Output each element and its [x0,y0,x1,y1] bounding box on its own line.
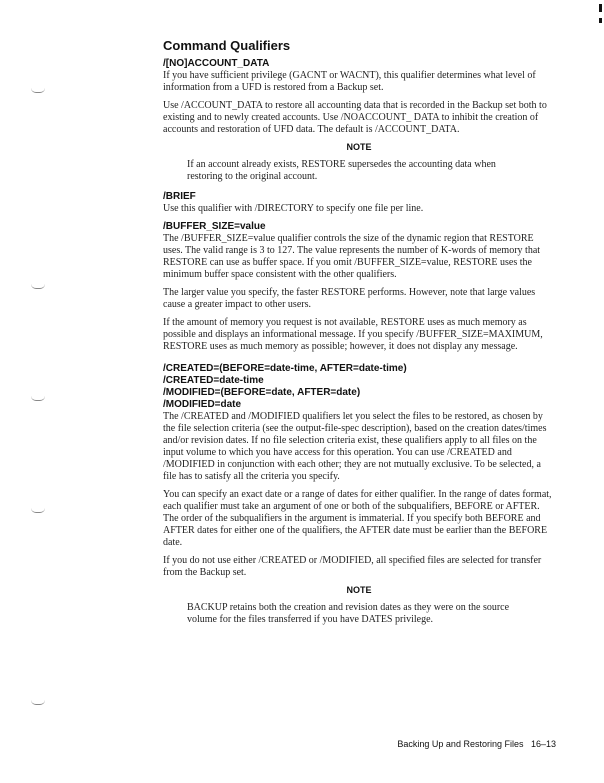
paragraph: If you have sufficient privilege (GACNT or WACNT), this qualifier determines what level of information from a UFD is restored from a Backup set. [163,70,536,93]
binder-hole-mark [31,396,45,401]
binder-hole-mark [31,88,45,93]
paragraph: Use this qualifier with /DIRECTORY to specify one file per line. [163,203,424,214]
paragraph: If you do not use either /CREATED or /MODIFIED, all specified files are selected for transfer from the Backup set. [163,555,542,578]
page-content [163,38,555,634]
qualifier-heading: /CREATED=date-time [163,375,264,386]
page-footer: Backing Up and Restoring Files 16–13 [397,739,556,749]
qualifier-heading: /CREATED=(BEFORE=date-time, AFTER=date-time) [163,363,407,374]
note-body: BACKUP retains both the creation and revision dates as they were on the source volume for the files transferred if you have DATES privilege. [187,602,510,625]
note-title: NOTE [346,142,372,152]
section-title: Command Qualifiers [163,38,291,53]
paragraph: The larger value you specify, the faster RESTORE performs. However, note that large values cause a greater impact to other users. [163,287,536,310]
paragraph: You can specify an exact date or a range of dates for either qualifier. In the range of dates format, each qualifier must take an argument of one or both of the subqualifiers, BEFORE or AFTER. The order of the subqualifiers in the argument is immaterial. If you specify both BEFORE and AFTER dates for either one of the qualifiers, the AFTER date must be earlier than the BEFORE date. [163,489,552,548]
qualifier-heading: /MODIFIED=date [163,399,242,410]
binder-hole-mark [31,284,45,289]
binder-hole-mark [31,700,45,705]
binder-hole-mark [31,508,45,513]
paragraph: Use /ACCOUNT_DATA to restore all accounting data that is recorded in the Backup set both to existing and to newly created accounts. Use /NOACCOUNT_ DATA to inhibit the creation of accounts and restoration of UFD data. The default is /ACCOUNT_DATA. [163,100,547,135]
note-title: NOTE [346,585,372,595]
edge-tab-mark [599,18,602,23]
qualifier-buffer-size [163,221,555,353]
paragraph: The /BUFFER_SIZE=value qualifier controls the size of the dynamic region that RESTORE uses. The valid range is 3 to 127. The value represents the number of K-words of memory that RESTORE can use as buffer space. If you omit /BUFFER_SIZE=value, RESTORE uses the minimum buffer space consistent with the other qualifiers. [163,233,541,280]
note-body: If an account already exists, RESTORE supersedes the accounting data when restoring to the original account. [187,159,496,182]
qualifier-created-modified [163,363,555,626]
qualifier-account-data [163,58,555,183]
edge-tab-mark [599,4,602,12]
paragraph: The /CREATED and /MODIFIED qualifiers let you select the files to be restored, as chosen by the file selection criteria (see the output-file-spec description), based on the creation dates/times and/or revision dates. If no file selection criteria exist, these qualifiers apply to all files on the input volume to which you have access for this operation. You can use /CREATED and /MODIFIED in conjunction with each other; they are not mutually exclusive. To be selected, a file has to satisfy all the criteria you specify. [163,411,547,482]
qualifier-heading: /[NO]ACCOUNT_DATA [163,58,270,69]
paragraph: If the amount of memory you request is not available, RESTORE uses as much memory as possible and displays an informational message. If you specify /BUFFER_SIZE=MAXIMUM, RESTORE uses as much memory as possible; however, it does not display any message. [163,317,543,352]
qualifier-heading: /MODIFIED=(BEFORE=date, AFTER=date) [163,387,361,398]
qualifier-heading: /BRIEF [163,191,196,202]
qualifier-brief [163,191,555,215]
qualifier-heading: /BUFFER_SIZE=value [163,221,266,232]
